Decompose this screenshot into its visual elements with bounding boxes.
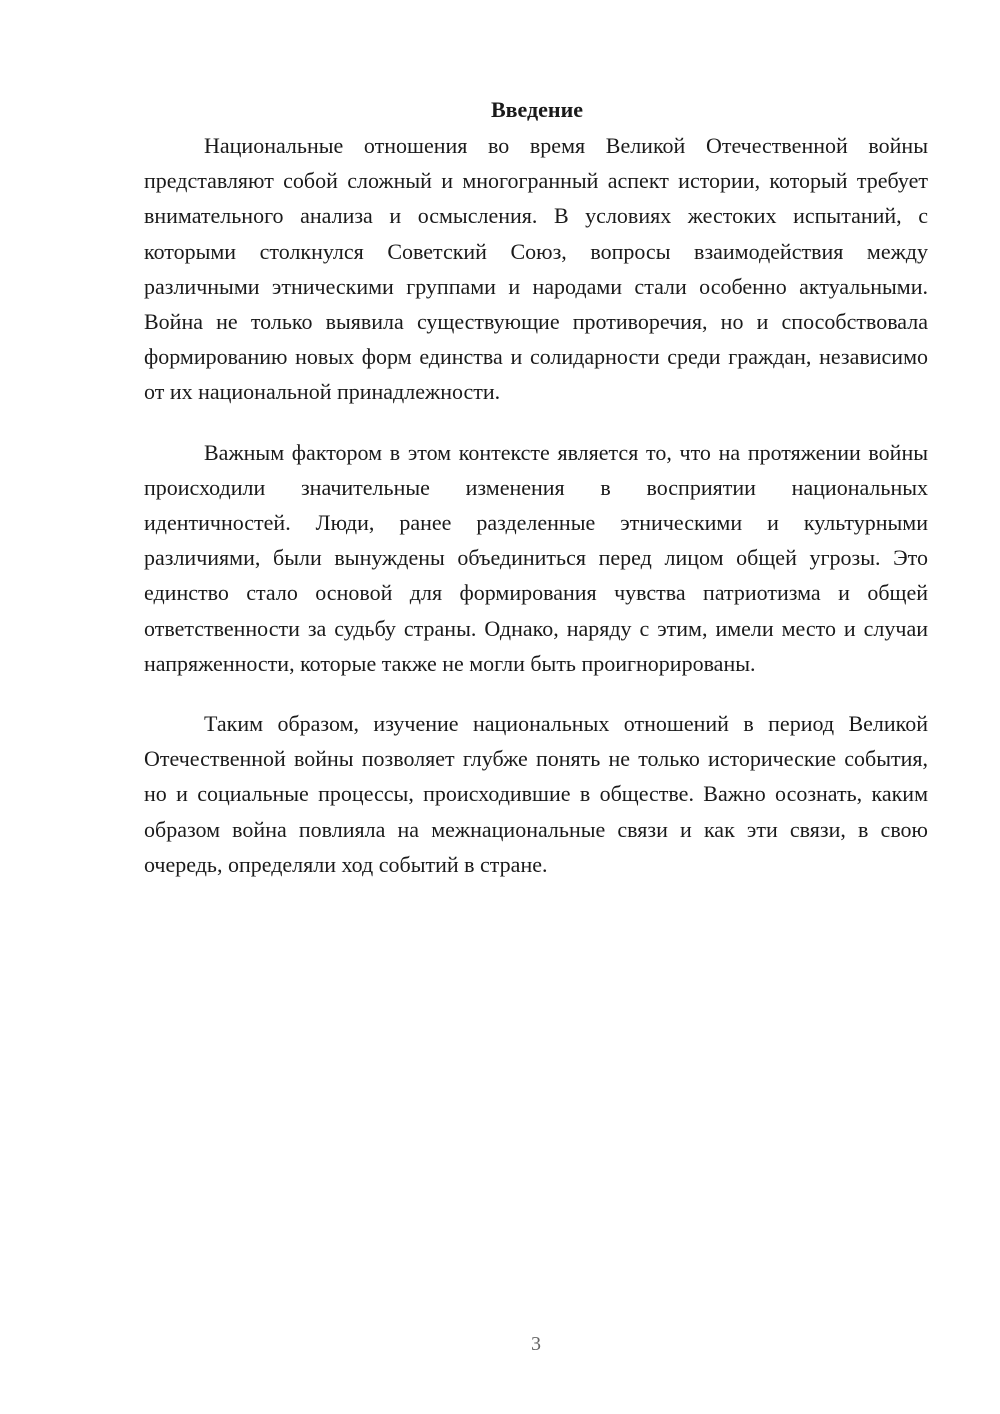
paragraph-2: Важным фактором в этом контексте является то, что на протяжении войны происходили значительные изменения в восприятии национальных идентичностей. Люди, ранее разделенные этническими и культурными различиями, были вынуждены объединиться перед лицом общей угрозы. Это единство стало основой для формирования чувства патриотизма и общей ответственности за судьбу страны. Однако, наряду с этим, имели место и случаи напряженности, которые также не могли быть проигнорированы. [144,439,928,676]
section-title: Введение [490,97,584,122]
paragraph-3: Таким образом, изучение национальных отношений в период Великой Отечественной войны позволяет глубже понять не только исторические события, но и социальные процессы, происходившие в обществе. Важно осознать, каким образом война повлияла на межнациональные связи и как эти связи, в свою очередь, определяли ход событий в стране. [144,711,928,877]
paragraph-1: Национальные отношения во время Великой Отечественной войны представляют собой сложный и многогранный аспект истории, который требует внимательного анализа и осмысления. В условиях жестоких испытаний, с которыми столкнулся Советский Союз, вопросы взаимодействия между различными этническими группами и народами стали особенно актуальными. Война не только выявила существующие противоречия, но и способствовала формированию новых форм единства и солидарности среди граждан, независимо от их национальной принадлежности. [144,133,928,405]
page-number: 3 [531,1333,541,1355]
document-body [144,92,928,907]
